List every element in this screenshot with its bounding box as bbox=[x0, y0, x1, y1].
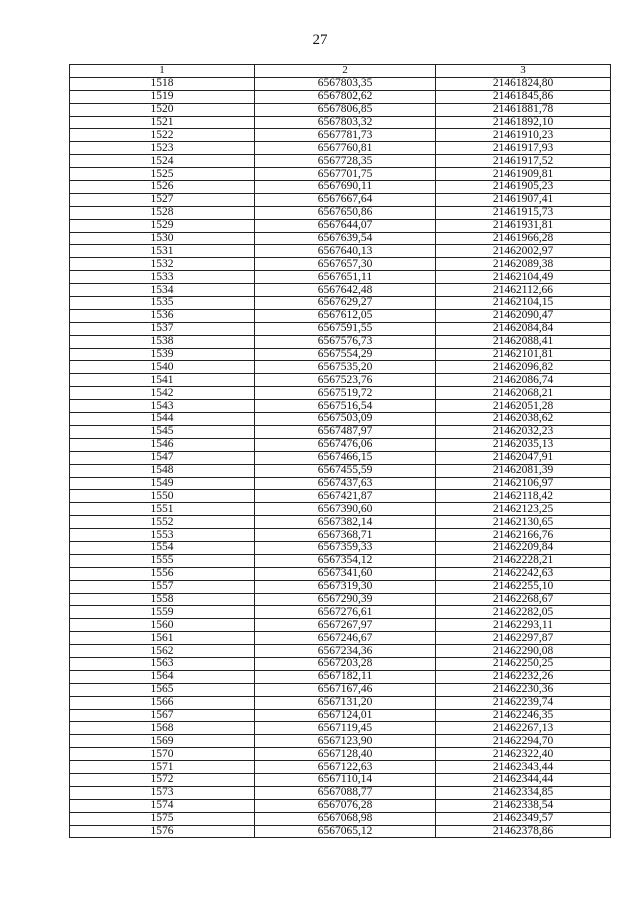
point-number-cell: 1527 bbox=[70, 193, 255, 206]
table-row bbox=[70, 451, 611, 464]
x-coordinate-cell: 6567781,73 bbox=[255, 129, 436, 142]
x-coordinate-cell: 6567690,11 bbox=[255, 181, 436, 194]
point-number-cell: 1537 bbox=[70, 322, 255, 335]
y-coordinate-cell: 21462123,25 bbox=[436, 503, 611, 516]
x-coordinate-cell: 6567701,75 bbox=[255, 168, 436, 181]
x-coordinate-cell: 6567119,45 bbox=[255, 722, 436, 735]
table-row bbox=[70, 670, 611, 683]
y-coordinate-cell: 21462209,84 bbox=[436, 541, 611, 554]
x-coordinate-cell: 6567523,76 bbox=[255, 374, 436, 387]
x-coordinate-cell: 6567319,30 bbox=[255, 580, 436, 593]
point-number-cell: 1566 bbox=[70, 696, 255, 709]
x-coordinate-cell: 6567466,15 bbox=[255, 451, 436, 464]
x-coordinate-cell: 6567487,97 bbox=[255, 425, 436, 438]
point-number-cell: 1555 bbox=[70, 554, 255, 567]
point-number-cell: 1535 bbox=[70, 297, 255, 310]
y-coordinate-cell: 21462090,47 bbox=[436, 309, 611, 322]
y-coordinate-cell: 21462267,13 bbox=[436, 722, 611, 735]
point-number-cell: 1574 bbox=[70, 799, 255, 812]
table-row bbox=[70, 464, 611, 477]
x-coordinate-cell: 6567640,13 bbox=[255, 245, 436, 258]
coordinates-table bbox=[69, 64, 611, 838]
y-coordinate-cell: 21461905,23 bbox=[436, 181, 611, 194]
y-coordinate-cell: 21462344,44 bbox=[436, 773, 611, 786]
x-coordinate-cell: 6567267,97 bbox=[255, 619, 436, 632]
column-header-point-number: 1 bbox=[70, 65, 255, 78]
x-coordinate-cell: 6567290,39 bbox=[255, 593, 436, 606]
y-coordinate-cell: 21462038,62 bbox=[436, 413, 611, 426]
point-number-cell: 1561 bbox=[70, 632, 255, 645]
y-coordinate-cell: 21462035,13 bbox=[436, 438, 611, 451]
y-coordinate-cell: 21461881,78 bbox=[436, 103, 611, 116]
column-header-y: 3 bbox=[436, 65, 611, 78]
point-number-cell: 1524 bbox=[70, 155, 255, 168]
table-row bbox=[70, 155, 611, 168]
y-coordinate-cell: 21462104,15 bbox=[436, 297, 611, 310]
column-header-x: 2 bbox=[255, 65, 436, 78]
y-coordinate-cell: 21462349,57 bbox=[436, 812, 611, 825]
table-row bbox=[70, 722, 611, 735]
point-number-cell: 1539 bbox=[70, 348, 255, 361]
table-row bbox=[70, 541, 611, 554]
table-row bbox=[70, 284, 611, 297]
table-row bbox=[70, 348, 611, 361]
x-coordinate-cell: 6567068,98 bbox=[255, 812, 436, 825]
y-coordinate-cell: 21461907,41 bbox=[436, 193, 611, 206]
point-number-cell: 1564 bbox=[70, 670, 255, 683]
y-coordinate-cell: 21462086,74 bbox=[436, 374, 611, 387]
point-number-cell: 1526 bbox=[70, 181, 255, 194]
y-coordinate-cell: 21462081,39 bbox=[436, 464, 611, 477]
point-number-cell: 1533 bbox=[70, 271, 255, 284]
table-row bbox=[70, 374, 611, 387]
y-coordinate-cell: 21462268,67 bbox=[436, 593, 611, 606]
table-row bbox=[70, 709, 611, 722]
x-coordinate-cell: 6567651,11 bbox=[255, 271, 436, 284]
y-coordinate-cell: 21462378,86 bbox=[436, 825, 611, 838]
point-number-cell: 1554 bbox=[70, 541, 255, 554]
point-number-cell: 1562 bbox=[70, 645, 255, 658]
x-coordinate-cell: 6567390,60 bbox=[255, 503, 436, 516]
y-coordinate-cell: 21462322,40 bbox=[436, 748, 611, 761]
table-row bbox=[70, 232, 611, 245]
y-coordinate-cell: 21461931,81 bbox=[436, 219, 611, 232]
table-row bbox=[70, 181, 611, 194]
point-number-cell: 1553 bbox=[70, 529, 255, 542]
y-coordinate-cell: 21462250,25 bbox=[436, 657, 611, 670]
x-coordinate-cell: 6567088,77 bbox=[255, 786, 436, 799]
y-coordinate-cell: 21462051,28 bbox=[436, 400, 611, 413]
page-number: 27 bbox=[312, 32, 328, 48]
x-coordinate-cell: 6567612,05 bbox=[255, 309, 436, 322]
table-row bbox=[70, 129, 611, 142]
point-number-cell: 1549 bbox=[70, 477, 255, 490]
x-coordinate-cell: 6567341,60 bbox=[255, 567, 436, 580]
y-coordinate-cell: 21462096,82 bbox=[436, 361, 611, 374]
table-row bbox=[70, 206, 611, 219]
table-row bbox=[70, 103, 611, 116]
y-coordinate-cell: 21462118,42 bbox=[436, 490, 611, 503]
x-coordinate-cell: 6567110,14 bbox=[255, 773, 436, 786]
x-coordinate-cell: 6567203,28 bbox=[255, 657, 436, 670]
x-coordinate-cell: 6567131,20 bbox=[255, 696, 436, 709]
point-number-cell: 1538 bbox=[70, 335, 255, 348]
x-coordinate-cell: 6567123,90 bbox=[255, 735, 436, 748]
x-coordinate-cell: 6567760,81 bbox=[255, 142, 436, 155]
table-row bbox=[70, 516, 611, 529]
y-coordinate-cell: 21462047,91 bbox=[436, 451, 611, 464]
point-number-cell: 1559 bbox=[70, 606, 255, 619]
x-coordinate-cell: 6567455,59 bbox=[255, 464, 436, 477]
y-coordinate-cell: 21462239,74 bbox=[436, 696, 611, 709]
x-coordinate-cell: 6567437,63 bbox=[255, 477, 436, 490]
y-coordinate-cell: 21461917,93 bbox=[436, 142, 611, 155]
table-row bbox=[70, 503, 611, 516]
point-number-cell: 1572 bbox=[70, 773, 255, 786]
y-coordinate-cell: 21462106,97 bbox=[436, 477, 611, 490]
point-number-cell: 1525 bbox=[70, 168, 255, 181]
point-number-cell: 1522 bbox=[70, 129, 255, 142]
y-coordinate-cell: 21462089,38 bbox=[436, 258, 611, 271]
point-number-cell: 1548 bbox=[70, 464, 255, 477]
y-coordinate-cell: 21462166,76 bbox=[436, 529, 611, 542]
point-number-cell: 1576 bbox=[70, 825, 255, 838]
point-number-cell: 1563 bbox=[70, 657, 255, 670]
x-coordinate-cell: 6567576,73 bbox=[255, 335, 436, 348]
y-coordinate-cell: 21462294,70 bbox=[436, 735, 611, 748]
x-coordinate-cell: 6567644,07 bbox=[255, 219, 436, 232]
y-coordinate-cell: 21462084,84 bbox=[436, 322, 611, 335]
point-number-cell: 1568 bbox=[70, 722, 255, 735]
x-coordinate-cell: 6567639,54 bbox=[255, 232, 436, 245]
x-coordinate-cell: 6567516,54 bbox=[255, 400, 436, 413]
table-row bbox=[70, 786, 611, 799]
table-row bbox=[70, 309, 611, 322]
x-coordinate-cell: 6567642,48 bbox=[255, 284, 436, 297]
y-coordinate-cell: 21461824,80 bbox=[436, 77, 611, 90]
y-coordinate-cell: 21461910,23 bbox=[436, 129, 611, 142]
point-number-cell: 1570 bbox=[70, 748, 255, 761]
table-row bbox=[70, 258, 611, 271]
y-coordinate-cell: 21461909,81 bbox=[436, 168, 611, 181]
point-number-cell: 1521 bbox=[70, 116, 255, 129]
x-coordinate-cell: 6567657,30 bbox=[255, 258, 436, 271]
table-row bbox=[70, 413, 611, 426]
table-row bbox=[70, 77, 611, 90]
table-row bbox=[70, 761, 611, 774]
x-coordinate-cell: 6567591,55 bbox=[255, 322, 436, 335]
y-coordinate-cell: 21462002,97 bbox=[436, 245, 611, 258]
point-number-cell: 1542 bbox=[70, 387, 255, 400]
table-row bbox=[70, 735, 611, 748]
table-row bbox=[70, 335, 611, 348]
y-coordinate-cell: 21462228,21 bbox=[436, 554, 611, 567]
y-coordinate-cell: 21461966,28 bbox=[436, 232, 611, 245]
point-number-cell: 1544 bbox=[70, 413, 255, 426]
table-row bbox=[70, 245, 611, 258]
table-row bbox=[70, 142, 611, 155]
point-number-cell: 1552 bbox=[70, 516, 255, 529]
table-row bbox=[70, 632, 611, 645]
point-number-cell: 1528 bbox=[70, 206, 255, 219]
x-coordinate-cell: 6567234,36 bbox=[255, 645, 436, 658]
y-coordinate-cell: 21462343,44 bbox=[436, 761, 611, 774]
table-row bbox=[70, 645, 611, 658]
x-coordinate-cell: 6567128,40 bbox=[255, 748, 436, 761]
table-row bbox=[70, 554, 611, 567]
x-coordinate-cell: 6567124,01 bbox=[255, 709, 436, 722]
point-number-cell: 1547 bbox=[70, 451, 255, 464]
y-coordinate-cell: 21461892,10 bbox=[436, 116, 611, 129]
table-row bbox=[70, 529, 611, 542]
x-coordinate-cell: 6567167,46 bbox=[255, 683, 436, 696]
point-number-cell: 1543 bbox=[70, 400, 255, 413]
x-coordinate-cell: 6567359,33 bbox=[255, 541, 436, 554]
y-coordinate-cell: 21462334,85 bbox=[436, 786, 611, 799]
y-coordinate-cell: 21462068,21 bbox=[436, 387, 611, 400]
table-row bbox=[70, 657, 611, 670]
x-coordinate-cell: 6567803,35 bbox=[255, 77, 436, 90]
y-coordinate-cell: 21461915,73 bbox=[436, 206, 611, 219]
table-row bbox=[70, 219, 611, 232]
table-row bbox=[70, 400, 611, 413]
table-row bbox=[70, 606, 611, 619]
point-number-cell: 1546 bbox=[70, 438, 255, 451]
x-coordinate-cell: 6567554,29 bbox=[255, 348, 436, 361]
point-number-cell: 1558 bbox=[70, 593, 255, 606]
point-number-cell: 1557 bbox=[70, 580, 255, 593]
x-coordinate-cell: 6567535,20 bbox=[255, 361, 436, 374]
y-coordinate-cell: 21462232,26 bbox=[436, 670, 611, 683]
point-number-cell: 1540 bbox=[70, 361, 255, 374]
point-number-cell: 1571 bbox=[70, 761, 255, 774]
point-number-cell: 1575 bbox=[70, 812, 255, 825]
table-row bbox=[70, 490, 611, 503]
x-coordinate-cell: 6567650,86 bbox=[255, 206, 436, 219]
x-coordinate-cell: 6567728,35 bbox=[255, 155, 436, 168]
table-row bbox=[70, 696, 611, 709]
table-row bbox=[70, 477, 611, 490]
table-header-row bbox=[70, 65, 611, 78]
x-coordinate-cell: 6567667,64 bbox=[255, 193, 436, 206]
x-coordinate-cell: 6567421,87 bbox=[255, 490, 436, 503]
table-row bbox=[70, 567, 611, 580]
y-coordinate-cell: 21462246,35 bbox=[436, 709, 611, 722]
x-coordinate-cell: 6567182,11 bbox=[255, 670, 436, 683]
y-coordinate-cell: 21462282,05 bbox=[436, 606, 611, 619]
y-coordinate-cell: 21462255,10 bbox=[436, 580, 611, 593]
table-row bbox=[70, 683, 611, 696]
table-row bbox=[70, 799, 611, 812]
point-number-cell: 1536 bbox=[70, 309, 255, 322]
y-coordinate-cell: 21462297,87 bbox=[436, 632, 611, 645]
y-coordinate-cell: 21462112,66 bbox=[436, 284, 611, 297]
x-coordinate-cell: 6567354,12 bbox=[255, 554, 436, 567]
point-number-cell: 1565 bbox=[70, 683, 255, 696]
y-coordinate-cell: 21462290,08 bbox=[436, 645, 611, 658]
x-coordinate-cell: 6567276,61 bbox=[255, 606, 436, 619]
table-row bbox=[70, 425, 611, 438]
point-number-cell: 1530 bbox=[70, 232, 255, 245]
point-number-cell: 1523 bbox=[70, 142, 255, 155]
x-coordinate-cell: 6567076,28 bbox=[255, 799, 436, 812]
point-number-cell: 1569 bbox=[70, 735, 255, 748]
table-row bbox=[70, 438, 611, 451]
x-coordinate-cell: 6567246,67 bbox=[255, 632, 436, 645]
point-number-cell: 1573 bbox=[70, 786, 255, 799]
point-number-cell: 1545 bbox=[70, 425, 255, 438]
table-row bbox=[70, 580, 611, 593]
y-coordinate-cell: 21462101,81 bbox=[436, 348, 611, 361]
point-number-cell: 1560 bbox=[70, 619, 255, 632]
point-number-cell: 1551 bbox=[70, 503, 255, 516]
point-number-cell: 1519 bbox=[70, 90, 255, 103]
table-row bbox=[70, 387, 611, 400]
x-coordinate-cell: 6567629,27 bbox=[255, 297, 436, 310]
y-coordinate-cell: 21462242,63 bbox=[436, 567, 611, 580]
x-coordinate-cell: 6567476,06 bbox=[255, 438, 436, 451]
y-coordinate-cell: 21462104,49 bbox=[436, 271, 611, 284]
y-coordinate-cell: 21462230,36 bbox=[436, 683, 611, 696]
point-number-cell: 1556 bbox=[70, 567, 255, 580]
x-coordinate-cell: 6567802,62 bbox=[255, 90, 436, 103]
x-coordinate-cell: 6567519,72 bbox=[255, 387, 436, 400]
point-number-cell: 1531 bbox=[70, 245, 255, 258]
y-coordinate-cell: 21462338,54 bbox=[436, 799, 611, 812]
point-number-cell: 1520 bbox=[70, 103, 255, 116]
point-number-cell: 1518 bbox=[70, 77, 255, 90]
table-row bbox=[70, 297, 611, 310]
table-row bbox=[70, 271, 611, 284]
y-coordinate-cell: 21461917,52 bbox=[436, 155, 611, 168]
table-row bbox=[70, 812, 611, 825]
table-body bbox=[70, 77, 611, 838]
y-coordinate-cell: 21461845,86 bbox=[436, 90, 611, 103]
y-coordinate-cell: 21462032,23 bbox=[436, 425, 611, 438]
table-row bbox=[70, 748, 611, 761]
y-coordinate-cell: 21462088,41 bbox=[436, 335, 611, 348]
point-number-cell: 1550 bbox=[70, 490, 255, 503]
point-number-cell: 1534 bbox=[70, 284, 255, 297]
x-coordinate-cell: 6567806,85 bbox=[255, 103, 436, 116]
table-row bbox=[70, 361, 611, 374]
point-number-cell: 1529 bbox=[70, 219, 255, 232]
table-row bbox=[70, 593, 611, 606]
point-number-cell: 1532 bbox=[70, 258, 255, 271]
x-coordinate-cell: 6567803,32 bbox=[255, 116, 436, 129]
x-coordinate-cell: 6567122,63 bbox=[255, 761, 436, 774]
table-row bbox=[70, 825, 611, 838]
table-row bbox=[70, 90, 611, 103]
x-coordinate-cell: 6567065,12 bbox=[255, 825, 436, 838]
table-row bbox=[70, 193, 611, 206]
y-coordinate-cell: 21462130,65 bbox=[436, 516, 611, 529]
x-coordinate-cell: 6567382,14 bbox=[255, 516, 436, 529]
point-number-cell: 1541 bbox=[70, 374, 255, 387]
y-coordinate-cell: 21462293,11 bbox=[436, 619, 611, 632]
point-number-cell: 1567 bbox=[70, 709, 255, 722]
table-row bbox=[70, 168, 611, 181]
table-row bbox=[70, 322, 611, 335]
table-row bbox=[70, 619, 611, 632]
x-coordinate-cell: 6567503,09 bbox=[255, 413, 436, 426]
table-row bbox=[70, 773, 611, 786]
x-coordinate-cell: 6567368,71 bbox=[255, 529, 436, 542]
table-row bbox=[70, 116, 611, 129]
